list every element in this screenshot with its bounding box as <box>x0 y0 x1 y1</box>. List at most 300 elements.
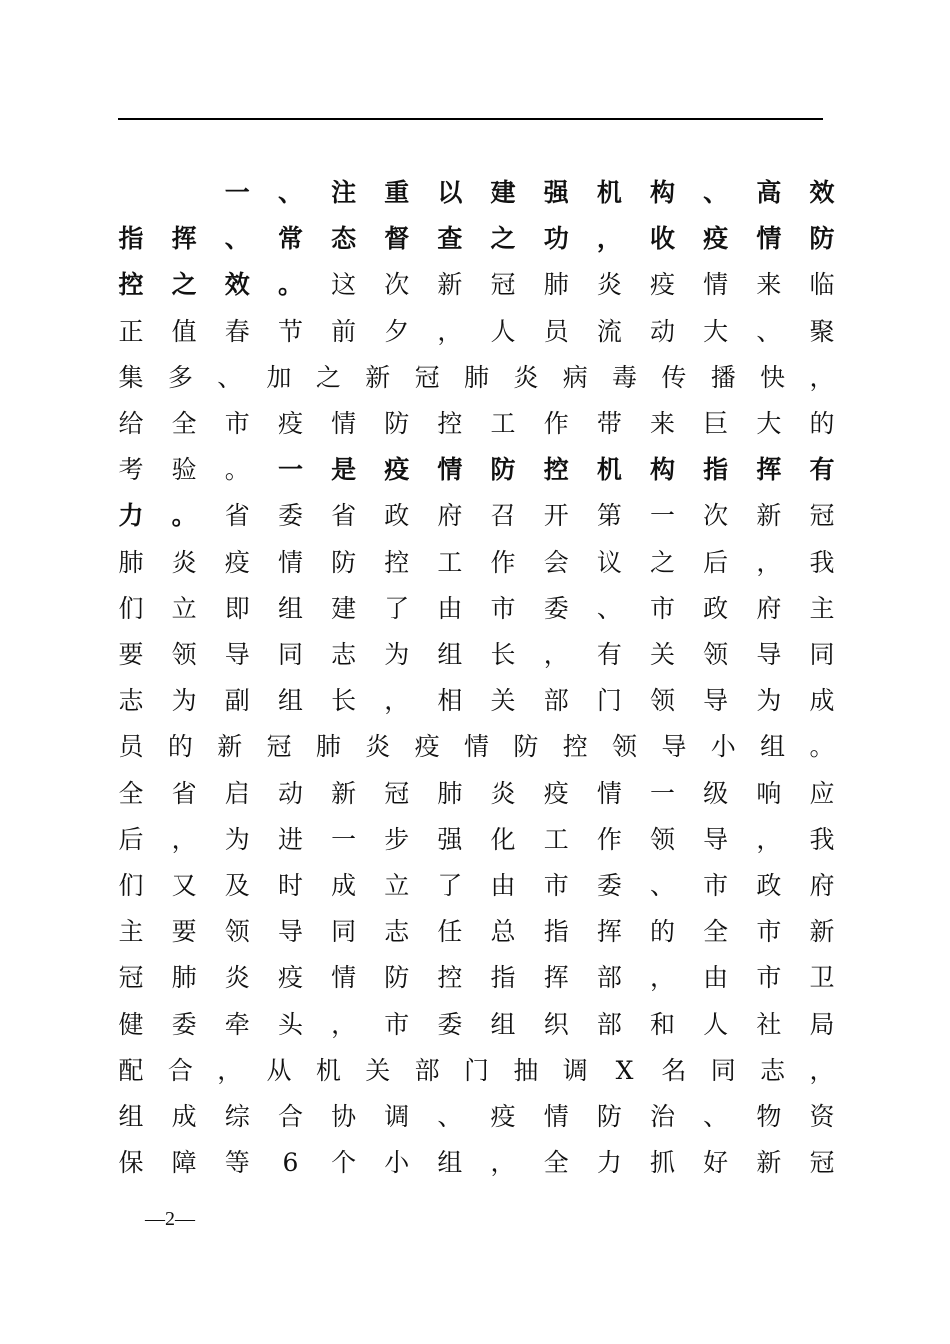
page-number: —2— <box>145 1208 195 1230</box>
text-line <box>0 401 950 447</box>
text-char: 这 <box>331 270 357 300</box>
text-char: 领 <box>171 640 197 669</box>
text-char: 传 <box>661 362 687 392</box>
text-char: 肺 <box>543 270 569 300</box>
text-char: 快 <box>760 362 786 392</box>
text-char: 个 <box>331 1148 357 1178</box>
text-char: 全 <box>118 778 144 808</box>
text-char: 立 <box>384 871 410 900</box>
text-char: 挥 <box>543 963 569 993</box>
text-char: 毒 <box>612 362 638 392</box>
text-line <box>0 632 950 678</box>
text-char: 召 <box>490 501 516 531</box>
text-char: ， <box>490 1148 516 1178</box>
text-char: 领 <box>612 732 638 762</box>
text-char: 组 <box>118 1102 144 1131</box>
text-char: 控 <box>562 732 588 762</box>
text-char: 、 <box>650 871 676 900</box>
text-char: 领 <box>703 640 729 669</box>
text-char: 作 <box>596 824 622 854</box>
text-char: 情 <box>277 547 303 577</box>
text-char: 肺 <box>437 778 463 808</box>
text-char: 疫 <box>543 778 569 808</box>
text-char: 市 <box>490 593 516 623</box>
text-char: 导 <box>661 732 687 762</box>
text-char: 省 <box>224 501 250 531</box>
text-char: 后 <box>703 547 729 577</box>
text-char: 成 <box>809 686 835 716</box>
text-char: 防 <box>513 732 539 762</box>
text-char: 炎 <box>365 732 391 762</box>
text-char: 一 <box>224 178 250 207</box>
text-char: 了 <box>384 593 410 623</box>
text-line <box>0 170 950 216</box>
text-char: 机 <box>315 1055 341 1085</box>
text-char: 人 <box>703 1009 729 1039</box>
text-char: 委 <box>171 1009 197 1039</box>
text-char: 疫 <box>277 409 303 438</box>
text-line <box>0 309 950 355</box>
text-char: 、 <box>703 178 729 207</box>
text-char: 控 <box>437 409 463 438</box>
text-char: 好 <box>703 1148 729 1178</box>
text-line <box>0 493 950 539</box>
text-char: 注 <box>331 178 357 207</box>
text-char: 。 <box>809 732 835 762</box>
text-char: 化 <box>490 824 516 854</box>
text-char: 部 <box>543 686 569 716</box>
text-char: 前 <box>331 316 357 346</box>
text-char: 级 <box>703 778 729 808</box>
text-char: 工 <box>437 547 463 577</box>
text-char: 防 <box>331 547 357 577</box>
text-char: 政 <box>703 593 729 623</box>
text-char: 们 <box>118 593 144 623</box>
text-line <box>0 1002 950 1048</box>
text-char: 验 <box>171 455 197 485</box>
text-char: 力 <box>118 501 144 531</box>
text-char: 副 <box>224 686 250 716</box>
text-char: 主 <box>809 593 835 623</box>
text-char: 委 <box>437 1009 463 1039</box>
text-char: 导 <box>756 640 782 669</box>
text-char: 常 <box>277 224 303 254</box>
text-char: 政 <box>384 501 410 531</box>
text-char: 情 <box>543 1102 569 1131</box>
text-char: 导 <box>277 917 303 947</box>
text-char: 等 <box>224 1148 250 1178</box>
text-char: 一 <box>277 455 303 485</box>
text-char: 保 <box>118 1148 144 1178</box>
text-char: 全 <box>543 1148 569 1178</box>
text-char: 全 <box>171 409 197 438</box>
text-char: 、 <box>703 1102 729 1131</box>
text-char: 一 <box>650 778 676 808</box>
text-char: 动 <box>650 316 676 346</box>
text-char: 控 <box>118 270 144 300</box>
text-char: 强 <box>543 178 569 207</box>
text-char: 抽 <box>513 1055 539 1085</box>
text-char: 府 <box>756 593 782 623</box>
text-char: 资 <box>809 1102 835 1131</box>
text-char: 、 <box>217 362 243 392</box>
text-char: 指 <box>703 455 729 485</box>
text-char: 力 <box>596 1148 622 1178</box>
text-char: 委 <box>596 871 622 900</box>
text-char: 疫 <box>490 1102 516 1131</box>
text-char: 防 <box>384 963 410 993</box>
text-char: 建 <box>331 593 357 623</box>
text-char: 肺 <box>315 732 341 762</box>
text-char: 情 <box>756 224 782 254</box>
text-char: 关 <box>365 1055 391 1085</box>
text-char: 门 <box>463 1055 489 1085</box>
text-char: 我 <box>809 824 835 854</box>
text-char: 多 <box>167 362 193 392</box>
text-char: 情 <box>331 409 357 438</box>
text-char: 来 <box>756 270 782 300</box>
text-line <box>0 586 950 632</box>
text-char: 疫 <box>224 547 250 577</box>
text-char: 重 <box>384 178 410 207</box>
text-char: 节 <box>277 316 303 346</box>
text-char: 府 <box>809 871 835 900</box>
text-char: 为 <box>384 640 410 669</box>
text-char: 情 <box>463 732 489 762</box>
text-char: 肺 <box>463 362 489 392</box>
text-char: 长 <box>490 640 516 669</box>
text-char: 集 <box>118 362 144 392</box>
text-char: 健 <box>118 1009 144 1039</box>
text-char: 合 <box>277 1102 303 1131</box>
text-char: 聚 <box>809 316 835 346</box>
text-char: 新 <box>809 917 835 947</box>
text-char: 作 <box>490 547 516 577</box>
text-char: 工 <box>543 824 569 854</box>
text-char: 指 <box>543 917 569 947</box>
text-char: ， <box>331 1009 357 1039</box>
text-char: 协 <box>331 1102 357 1131</box>
text-char: 市 <box>384 1009 410 1039</box>
text-char: 要 <box>118 640 144 669</box>
text-char: 调 <box>384 1102 410 1131</box>
text-char: 同 <box>710 1055 736 1085</box>
text-char: 之 <box>171 270 197 300</box>
text-char: 调 <box>562 1055 588 1085</box>
text-char: 的 <box>809 409 835 438</box>
text-char: 门 <box>596 686 622 716</box>
text-char: 构 <box>650 455 676 485</box>
text-line <box>0 1094 950 1140</box>
text-char: 领 <box>224 917 250 947</box>
text-char: 次 <box>384 270 410 300</box>
text-char: 新 <box>365 362 391 392</box>
text-line <box>0 817 950 863</box>
text-char: 名 <box>661 1055 687 1085</box>
text-char: 市 <box>756 917 782 947</box>
text-char: 。 <box>224 455 250 485</box>
text-char: 的 <box>167 732 193 762</box>
text-char: 情 <box>437 455 463 485</box>
text-char: 同 <box>809 640 835 669</box>
text-char: 障 <box>171 1148 197 1178</box>
text-char: 炎 <box>596 270 622 300</box>
text-line <box>0 447 950 493</box>
text-char: 冠 <box>490 270 516 300</box>
text-char: 综 <box>224 1102 250 1131</box>
text-char: 关 <box>490 686 516 716</box>
text-char: ， <box>384 686 410 716</box>
text-char: 导 <box>703 686 729 716</box>
text-char: 由 <box>437 593 463 623</box>
text-char: 。 <box>171 501 197 531</box>
text-char: 功 <box>543 224 569 254</box>
text-char: 构 <box>650 178 676 207</box>
text-char: 立 <box>171 593 197 623</box>
text-char: 部 <box>596 1009 622 1039</box>
text-char: 委 <box>277 501 303 531</box>
text-char: 新 <box>437 270 463 300</box>
text-char: 步 <box>384 824 410 854</box>
text-char: 了 <box>437 871 463 900</box>
text-char: 志 <box>331 640 357 669</box>
text-char: 进 <box>277 824 303 854</box>
text-char: 组 <box>490 1009 516 1039</box>
text-char: ， <box>809 362 835 392</box>
text-char: 从 <box>266 1055 292 1085</box>
text-char: 志 <box>118 686 144 716</box>
text-char: 会 <box>543 547 569 577</box>
text-char: 为 <box>171 686 197 716</box>
text-line <box>0 355 950 401</box>
text-char: 作 <box>543 409 569 438</box>
text-char: 市 <box>703 871 729 900</box>
text-char: ， <box>650 963 676 993</box>
text-char: 查 <box>437 224 463 254</box>
text-char: 考 <box>118 455 144 485</box>
text-char: 来 <box>650 409 676 438</box>
text-char: 冠 <box>266 732 292 762</box>
text-char: 、 <box>596 593 622 623</box>
text-char: ， <box>596 224 622 254</box>
text-char: 导 <box>224 640 250 669</box>
text-char: 指 <box>490 963 516 993</box>
text-char: 市 <box>756 963 782 993</box>
text-char: 值 <box>171 316 197 346</box>
text-char: 我 <box>809 547 835 577</box>
text-char: 炎 <box>224 963 250 993</box>
text-char: 挥 <box>171 224 197 254</box>
text-char: 治 <box>650 1102 676 1131</box>
text-char: 肺 <box>118 547 144 577</box>
text-char: 效 <box>224 270 250 300</box>
text-char: 牵 <box>224 1009 250 1039</box>
text-char: 指 <box>118 224 144 254</box>
text-char: 情 <box>703 270 729 300</box>
text-char: ， <box>809 1055 835 1085</box>
text-char: 夕 <box>384 316 410 346</box>
text-char: 疫 <box>384 455 410 485</box>
text-char: 冠 <box>414 362 440 392</box>
text-char: 播 <box>710 362 736 392</box>
text-char: 炎 <box>490 778 516 808</box>
text-char: 大 <box>703 316 729 346</box>
text-char: 为 <box>756 686 782 716</box>
text-char: ， <box>437 316 463 346</box>
text-char: 控 <box>437 963 463 993</box>
text-char: 控 <box>543 455 569 485</box>
text-char: 督 <box>384 224 410 254</box>
text-char: 防 <box>490 455 516 485</box>
text-char: 开 <box>543 501 569 531</box>
text-char: 应 <box>809 778 835 808</box>
text-char: 卫 <box>809 963 835 993</box>
text-char: 要 <box>171 917 197 947</box>
text-char: 织 <box>543 1009 569 1039</box>
text-char: 议 <box>596 547 622 577</box>
text-char: 局 <box>809 1009 835 1039</box>
text-char: 启 <box>224 778 250 808</box>
text-char: 志 <box>760 1055 786 1085</box>
text-char: 大 <box>756 409 782 438</box>
text-line <box>0 540 950 586</box>
text-char: 和 <box>650 1009 676 1039</box>
text-char: 组 <box>437 640 463 669</box>
text-char: 情 <box>596 778 622 808</box>
text-char: 效 <box>809 178 835 207</box>
text-char: 有 <box>596 640 622 669</box>
text-char: 次 <box>703 501 729 531</box>
text-char: 由 <box>490 871 516 900</box>
text-char: 以 <box>437 178 463 207</box>
text-char: 流 <box>596 316 622 346</box>
text-char: 领 <box>650 686 676 716</box>
text-char: ， <box>217 1055 243 1085</box>
text-char: 关 <box>650 640 676 669</box>
text-char: 同 <box>277 640 303 669</box>
text-char: 之 <box>650 547 676 577</box>
text-char: 市 <box>543 871 569 900</box>
text-char: 带 <box>596 409 622 438</box>
text-char: 由 <box>703 963 729 993</box>
text-char: 工 <box>490 409 516 438</box>
text-char: 委 <box>543 593 569 623</box>
text-char: 同 <box>331 917 357 947</box>
text-char: 、 <box>224 224 250 254</box>
text-char: 春 <box>224 316 250 346</box>
text-char: 挥 <box>756 455 782 485</box>
text-char: 组 <box>760 732 786 762</box>
text-char: 省 <box>171 778 197 808</box>
text-char: 是 <box>331 455 357 485</box>
text-char: 抓 <box>650 1148 676 1178</box>
text-char: 炎 <box>171 547 197 577</box>
text-char: 又 <box>171 871 197 900</box>
text-char: 机 <box>596 178 622 207</box>
text-char: 相 <box>437 686 463 716</box>
text-char: 组 <box>437 1148 463 1178</box>
text-char: 长 <box>331 686 357 716</box>
text-char: ， <box>171 824 197 854</box>
text-line <box>0 216 950 262</box>
text-char: 一 <box>331 824 357 854</box>
text-char: 新 <box>756 1148 782 1178</box>
text-char: 领 <box>650 824 676 854</box>
text-char: 主 <box>118 917 144 947</box>
text-char: 防 <box>384 409 410 438</box>
text-line <box>0 955 950 1001</box>
text-char: 省 <box>331 501 357 531</box>
text-char: 挥 <box>596 917 622 947</box>
text-char: 新 <box>756 501 782 531</box>
text-char: 小 <box>384 1148 410 1178</box>
text-char: 巨 <box>703 409 729 438</box>
text-char: 疫 <box>277 963 303 993</box>
text-line <box>0 771 950 817</box>
text-char: 正 <box>118 316 144 346</box>
text-char: 第 <box>596 501 622 531</box>
text-char: 成 <box>171 1102 197 1131</box>
text-char: 人 <box>490 316 516 346</box>
text-char: 高 <box>756 178 782 207</box>
text-char: 肺 <box>171 963 197 993</box>
text-char: 有 <box>809 455 835 485</box>
text-char: 收 <box>650 224 676 254</box>
text-char: 头 <box>277 1009 303 1039</box>
text-char: 给 <box>118 409 144 438</box>
text-char: 后 <box>118 824 144 854</box>
text-char: 、 <box>437 1102 463 1131</box>
text-char: 之 <box>315 362 341 392</box>
text-char: 。 <box>277 270 303 300</box>
text-char: 机 <box>596 455 622 485</box>
text-char: ， <box>756 547 782 577</box>
text-char: 、 <box>277 178 303 207</box>
text-line <box>0 262 950 308</box>
text-char: 冠 <box>118 963 144 993</box>
text-char: 员 <box>543 316 569 346</box>
text-line <box>0 1140 950 1186</box>
text-char: 6 <box>282 1148 299 1178</box>
text-char: X <box>615 1055 634 1085</box>
text-char: 组 <box>277 686 303 716</box>
text-char: 防 <box>809 224 835 254</box>
text-line <box>0 678 950 724</box>
text-char: 成 <box>331 871 357 900</box>
text-char: 时 <box>277 871 303 900</box>
text-line <box>0 1048 950 1094</box>
text-char: 府 <box>437 501 463 531</box>
text-char: 冠 <box>809 1148 835 1178</box>
header-rule <box>118 118 823 120</box>
text-char: 任 <box>437 917 463 947</box>
text-char: 合 <box>167 1055 193 1085</box>
text-char: 们 <box>118 871 144 900</box>
text-char: 新 <box>331 778 357 808</box>
text-char: 及 <box>224 871 250 900</box>
text-char: 、 <box>756 316 782 346</box>
text-char: 导 <box>703 824 729 854</box>
text-char: 动 <box>277 778 303 808</box>
text-char: 即 <box>224 593 250 623</box>
text-char: 强 <box>437 824 463 854</box>
text-char: 部 <box>596 963 622 993</box>
text-char: 政 <box>756 871 782 900</box>
text-char: 市 <box>650 593 676 623</box>
text-char: 之 <box>490 224 516 254</box>
text-char: 为 <box>224 824 250 854</box>
text-char: 态 <box>331 224 357 254</box>
